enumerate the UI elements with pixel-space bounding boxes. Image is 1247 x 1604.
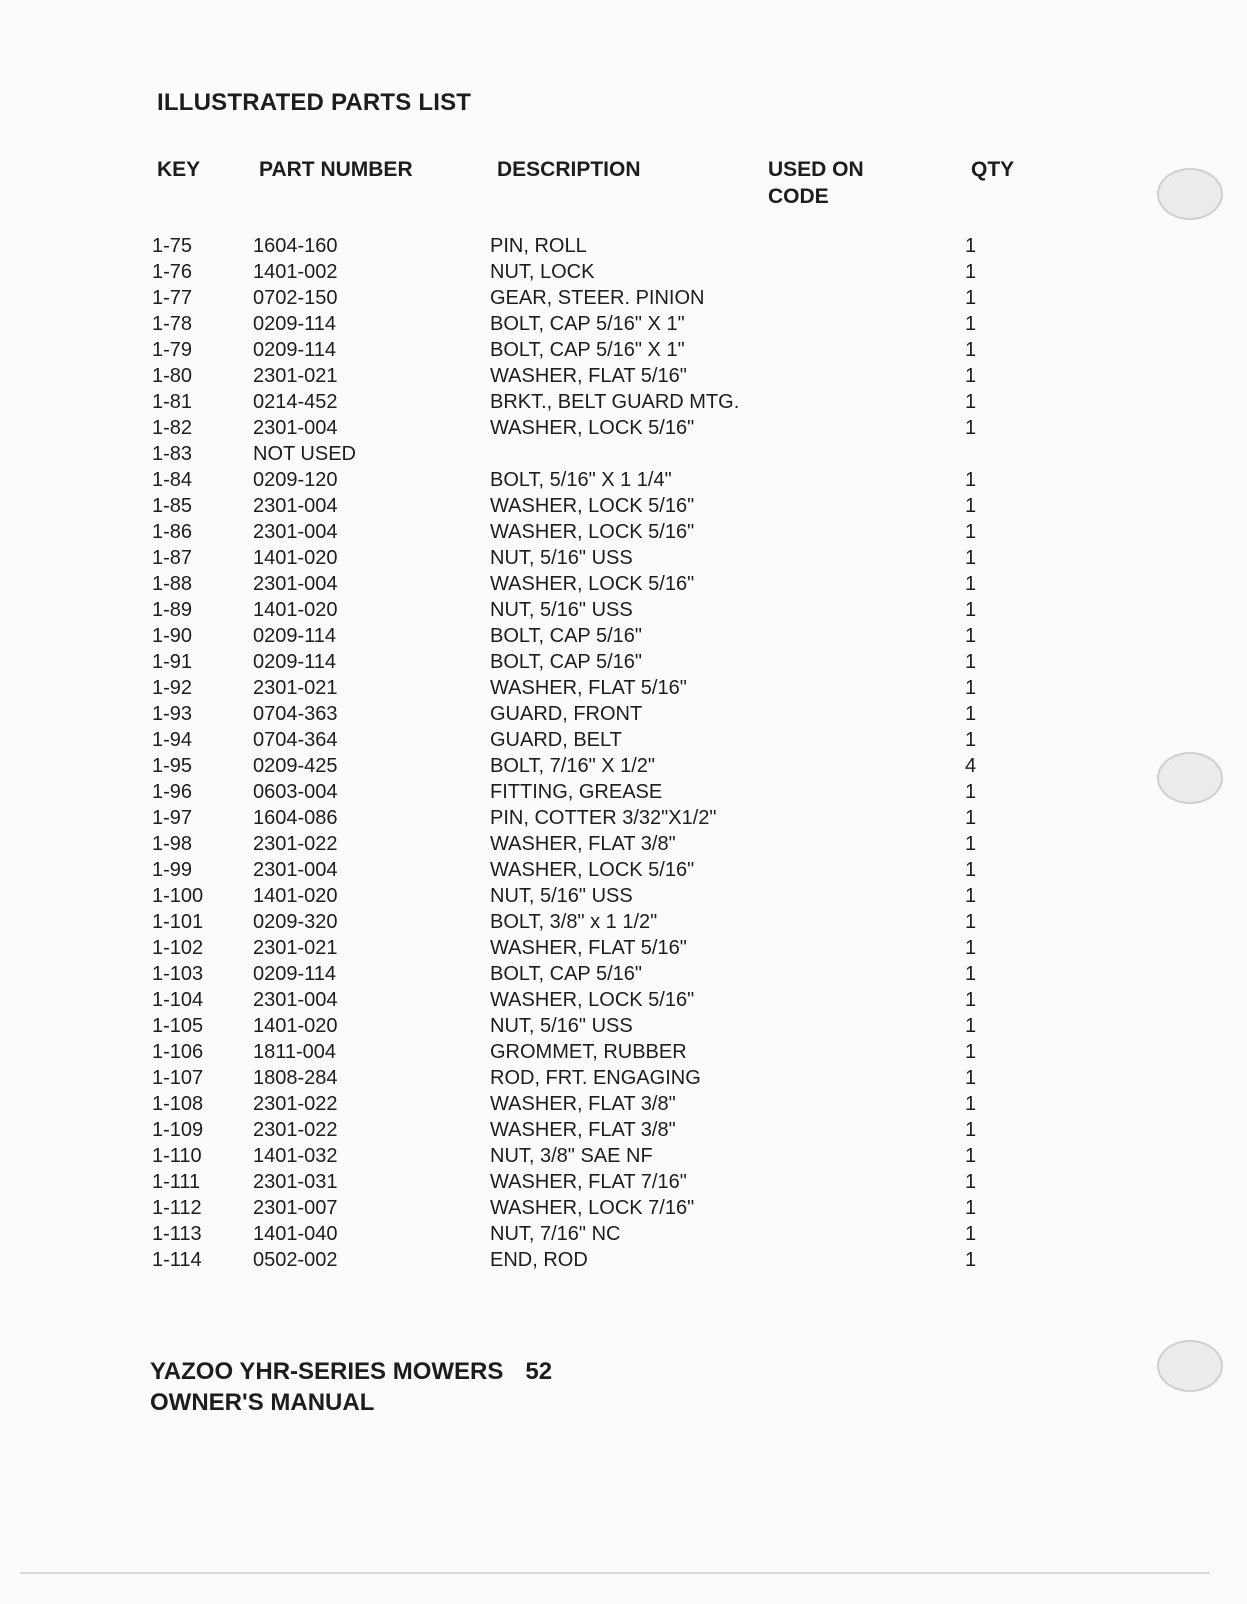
row-part-number: 0209-114 <box>253 651 337 673</box>
row-description: WASHER, FLAT 3/8" <box>490 1119 676 1141</box>
row-key: 1-99 <box>152 859 193 881</box>
row-description: WASHER, LOCK 5/16" <box>490 417 695 439</box>
row-key: 1-109 <box>152 1119 204 1141</box>
row-key: 1-97 <box>152 807 193 829</box>
row-qty: 1 <box>965 625 977 647</box>
row-part-number: 2301-021 <box>253 677 338 699</box>
row-description: GEAR, STEER. PINION <box>490 287 705 309</box>
table-row <box>152 727 1005 753</box>
row-part-number: 2301-022 <box>253 833 338 855</box>
row-description: WASHER, FLAT 3/8" <box>490 1093 676 1115</box>
row-key: 1-113 <box>152 1223 202 1245</box>
row-qty: 1 <box>965 1041 977 1063</box>
row-key: 1-92 <box>152 677 193 699</box>
row-key: 1-87 <box>152 547 193 569</box>
row-part-number: 0603-004 <box>253 781 338 803</box>
row-qty: 1 <box>965 859 977 881</box>
row-part-number: 1808-284 <box>253 1067 338 1089</box>
row-part-number: NOT USED <box>253 443 356 465</box>
row-key: 1-76 <box>152 261 193 283</box>
row-qty: 1 <box>965 261 977 283</box>
row-part-number: 0209-425 <box>253 755 338 777</box>
table-row <box>152 1013 1005 1039</box>
table-row <box>152 1247 1005 1273</box>
row-description: BRKT., BELT GUARD MTG. <box>490 391 740 413</box>
parts-table <box>152 233 1005 1273</box>
row-description: BOLT, CAP 5/16" X 1" <box>490 339 685 361</box>
row-qty: 1 <box>965 911 977 933</box>
row-key: 1-102 <box>152 937 204 959</box>
table-row <box>152 675 1005 701</box>
row-description: WASHER, FLAT 5/16" <box>490 365 687 387</box>
row-part-number: 2301-022 <box>253 1119 338 1141</box>
table-row <box>152 1065 1005 1091</box>
row-description: GROMMET, RUBBER <box>490 1041 687 1063</box>
row-part-number: 2301-004 <box>253 573 338 595</box>
row-description: NUT, 5/16" USS <box>490 599 633 621</box>
row-qty: 1 <box>965 365 977 387</box>
table-row <box>152 1117 1005 1143</box>
row-part-number: 1604-086 <box>253 807 338 829</box>
row-qty: 1 <box>965 885 977 907</box>
row-key: 1-94 <box>152 729 193 751</box>
row-qty: 1 <box>965 989 977 1011</box>
row-description: WASHER, LOCK 5/16" <box>490 859 695 881</box>
row-key: 1-98 <box>152 833 193 855</box>
row-part-number: 1401-040 <box>253 1223 338 1245</box>
row-description: WASHER, LOCK 5/16" <box>490 989 695 1011</box>
row-qty: 1 <box>965 599 977 621</box>
row-description: WASHER, LOCK 5/16" <box>490 573 695 595</box>
row-key: 1-104 <box>152 989 204 1011</box>
row-qty: 1 <box>965 313 977 335</box>
row-qty: 1 <box>965 495 977 517</box>
row-qty: 1 <box>965 547 977 569</box>
table-row <box>152 233 1005 259</box>
row-qty: 1 <box>965 1145 977 1167</box>
row-qty: 4 <box>965 755 977 777</box>
row-qty: 1 <box>965 729 977 751</box>
row-qty: 1 <box>965 1223 977 1245</box>
row-qty: 1 <box>965 235 977 257</box>
row-description: PIN, ROLL <box>490 235 587 257</box>
table-row <box>152 909 1005 935</box>
table-row <box>152 571 1005 597</box>
row-qty: 1 <box>965 703 977 725</box>
row-key: 1-110 <box>152 1145 202 1167</box>
table-row <box>152 441 1005 467</box>
row-key: 1-84 <box>152 469 193 491</box>
row-key: 1-85 <box>152 495 193 517</box>
row-key: 1-105 <box>152 1015 204 1037</box>
row-qty: 1 <box>965 521 977 543</box>
row-key: 1-93 <box>152 703 193 725</box>
binder-hole-top <box>1157 168 1223 220</box>
row-description: GUARD, BELT <box>490 729 622 751</box>
row-qty: 1 <box>965 417 977 439</box>
row-description: PIN, COTTER 3/32"X1/2" <box>490 807 717 829</box>
row-part-number: 1401-020 <box>253 885 338 907</box>
row-key: 1-108 <box>152 1093 204 1115</box>
row-qty: 1 <box>965 833 977 855</box>
column-header-part-number: PART NUMBER <box>259 158 413 181</box>
table-row <box>152 415 1005 441</box>
row-part-number: 1401-020 <box>253 1015 338 1037</box>
row-key: 1-95 <box>152 755 193 777</box>
row-key: 1-89 <box>152 599 193 621</box>
column-header-used-on-line1: USED ON <box>768 158 864 181</box>
page-number: 52 <box>525 1358 553 1385</box>
page-bottom-edge <box>20 1572 1210 1574</box>
row-qty: 1 <box>965 287 977 309</box>
table-row <box>152 1221 1005 1247</box>
row-description: BOLT, 3/8" x 1 1/2" <box>490 911 658 933</box>
table-row <box>152 883 1005 909</box>
row-description: NUT, 5/16" USS <box>490 547 633 569</box>
row-description: BOLT, CAP 5/16" <box>490 651 642 673</box>
row-key: 1-106 <box>152 1041 204 1063</box>
row-part-number: 2301-031 <box>253 1171 338 1193</box>
row-key: 1-91 <box>152 651 193 673</box>
table-row <box>152 597 1005 623</box>
row-key: 1-103 <box>152 963 204 985</box>
table-row <box>152 285 1005 311</box>
row-key: 1-114 <box>152 1249 202 1271</box>
row-qty: 1 <box>965 807 977 829</box>
table-row <box>152 935 1005 961</box>
row-qty: 1 <box>965 1015 977 1037</box>
row-part-number: 0704-363 <box>253 703 338 725</box>
table-row <box>152 311 1005 337</box>
table-row <box>152 259 1005 285</box>
row-part-number: 0702-150 <box>253 287 338 309</box>
row-description: WASHER, FLAT 5/16" <box>490 677 687 699</box>
table-row <box>152 779 1005 805</box>
row-key: 1-96 <box>152 781 193 803</box>
row-qty: 1 <box>965 1093 977 1115</box>
row-part-number: 2301-004 <box>253 859 338 881</box>
row-part-number: 1401-032 <box>253 1145 338 1167</box>
row-description: BOLT, CAP 5/16" X 1" <box>490 313 685 335</box>
row-part-number: 1811-004 <box>253 1041 337 1063</box>
row-part-number: 0209-114 <box>253 625 337 647</box>
row-description: WASHER, LOCK 5/16" <box>490 495 695 517</box>
row-part-number: 2301-007 <box>253 1197 338 1219</box>
row-part-number: 2301-021 <box>253 365 338 387</box>
row-part-number: 2301-004 <box>253 521 338 543</box>
table-row <box>152 1091 1005 1117</box>
row-description: BOLT, CAP 5/16" <box>490 963 642 985</box>
row-qty: 1 <box>965 1171 977 1193</box>
row-part-number: 0209-320 <box>253 911 338 933</box>
row-part-number: 1401-020 <box>253 547 338 569</box>
row-key: 1-83 <box>152 443 193 465</box>
row-description: BOLT, CAP 5/16" <box>490 625 642 647</box>
row-qty: 1 <box>965 677 977 699</box>
row-key: 1-79 <box>152 339 193 361</box>
row-description: NUT, LOCK <box>490 261 595 283</box>
row-part-number: 1401-020 <box>253 599 338 621</box>
row-part-number: 0214-452 <box>253 391 338 413</box>
row-part-number: 1604-160 <box>253 235 338 257</box>
row-description: NUT, 5/16" USS <box>490 885 633 907</box>
page-footer <box>150 1356 552 1418</box>
row-qty: 1 <box>965 937 977 959</box>
row-qty: 1 <box>965 781 977 803</box>
table-row <box>152 987 1005 1013</box>
row-qty: 1 <box>965 1067 977 1089</box>
row-description: WASHER, LOCK 7/16" <box>490 1197 695 1219</box>
table-row <box>152 831 1005 857</box>
row-key: 1-107 <box>152 1067 204 1089</box>
column-header-key: KEY <box>157 158 201 181</box>
row-part-number: 0209-114 <box>253 339 337 361</box>
row-key: 1-112 <box>152 1197 202 1219</box>
row-part-number: 2301-004 <box>253 417 338 439</box>
row-description: BOLT, 5/16" X 1 1/4" <box>490 469 672 491</box>
row-description: WASHER, LOCK 5/16" <box>490 521 695 543</box>
row-qty: 1 <box>965 573 977 595</box>
row-key: 1-111 <box>152 1171 201 1193</box>
row-description: NUT, 7/16" NC <box>490 1223 621 1245</box>
table-row <box>152 467 1005 493</box>
row-qty: 1 <box>965 1249 977 1271</box>
table-row <box>152 1143 1005 1169</box>
row-part-number: 2301-022 <box>253 1093 338 1115</box>
row-part-number: 1401-002 <box>253 261 338 283</box>
row-description: WASHER, FLAT 5/16" <box>490 937 687 959</box>
table-row <box>152 961 1005 987</box>
row-description: NUT, 5/16" USS <box>490 1015 633 1037</box>
row-part-number: 0209-114 <box>253 313 337 335</box>
table-row <box>152 519 1005 545</box>
row-description: BOLT, 7/16" X 1/2" <box>490 755 656 777</box>
footer-manual-title: YAZOO YHR-SERIES MOWERS <box>150 1358 504 1385</box>
column-header-used-on-code <box>768 156 864 210</box>
row-key: 1-80 <box>152 365 193 387</box>
row-description: NUT, 3/8" SAE NF <box>490 1145 653 1167</box>
row-key: 1-86 <box>152 521 193 543</box>
table-row <box>152 1169 1005 1195</box>
row-description <box>490 441 965 467</box>
row-key: 1-77 <box>152 287 193 309</box>
table-row <box>152 493 1005 519</box>
row-qty: 1 <box>965 963 977 985</box>
row-key: 1-88 <box>152 573 193 595</box>
row-key: 1-100 <box>152 885 204 907</box>
table-row <box>152 857 1005 883</box>
row-qty: 1 <box>965 1119 977 1141</box>
row-part-number: 2301-004 <box>253 989 338 1011</box>
row-qty: 1 <box>965 469 977 491</box>
table-row <box>152 545 1005 571</box>
parts-table-body <box>152 233 1005 1273</box>
row-key: 1-78 <box>152 313 193 335</box>
binder-hole-bottom <box>1157 1340 1223 1392</box>
table-row <box>152 1195 1005 1221</box>
table-row <box>152 805 1005 831</box>
row-key: 1-82 <box>152 417 193 439</box>
row-qty: 1 <box>965 339 977 361</box>
row-key: 1-81 <box>152 391 193 413</box>
row-description: WASHER, FLAT 3/8" <box>490 833 676 855</box>
table-row <box>152 389 1005 415</box>
row-description: END, ROD <box>490 1249 588 1271</box>
row-part-number: 0209-120 <box>253 469 338 491</box>
row-qty: 1 <box>965 391 977 413</box>
row-qty: 1 <box>965 1197 977 1219</box>
footer-manual-subtitle: OWNER'S MANUAL <box>150 1389 375 1416</box>
column-header-qty: QTY <box>971 158 1015 181</box>
row-qty: 1 <box>965 651 977 673</box>
row-part-number: 0209-114 <box>253 963 337 985</box>
row-description: FITTING, GREASE <box>490 781 663 803</box>
table-row <box>152 337 1005 363</box>
row-part-number: 2301-021 <box>253 937 338 959</box>
table-row <box>152 1039 1005 1065</box>
row-part-number: 0704-364 <box>253 729 338 751</box>
row-key: 1-75 <box>152 235 193 257</box>
row-description: GUARD, FRONT <box>490 703 643 725</box>
row-qty <box>965 441 1005 467</box>
table-row <box>152 701 1005 727</box>
column-header-used-on-line2: CODE <box>768 185 829 208</box>
row-part-number: 2301-004 <box>253 495 338 517</box>
table-row <box>152 363 1005 389</box>
table-row <box>152 623 1005 649</box>
row-part-number: 0502-002 <box>253 1249 338 1271</box>
row-key: 1-90 <box>152 625 193 647</box>
row-description: ROD, FRT. ENGAGING <box>490 1067 701 1089</box>
column-header-description: DESCRIPTION <box>497 158 641 181</box>
binder-hole-middle <box>1157 752 1223 804</box>
row-key: 1-101 <box>152 911 204 933</box>
table-row <box>152 753 1005 779</box>
table-row <box>152 649 1005 675</box>
row-description: WASHER, FLAT 7/16" <box>490 1171 687 1193</box>
page-title: ILLUSTRATED PARTS LIST <box>157 89 472 116</box>
